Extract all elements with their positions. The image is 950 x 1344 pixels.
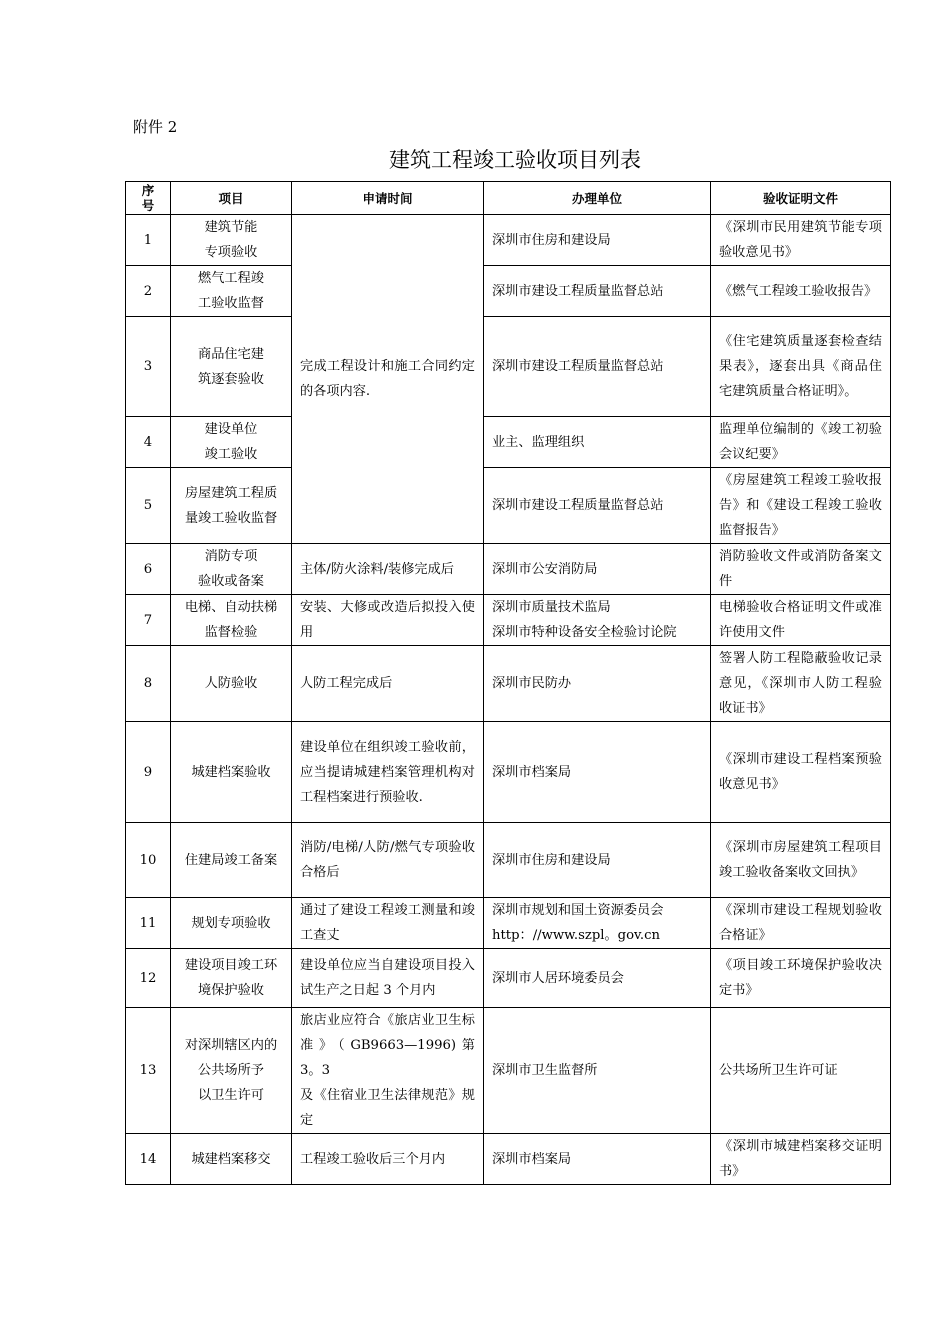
table-header-row: [126, 182, 891, 215]
item-cell: 人防验收: [171, 646, 292, 722]
attachment-label: 附件 2: [133, 118, 178, 136]
header-unit: 办理单位: [484, 182, 711, 215]
doc-cell: 《住宅建筑质量逐套检查结果表》，逐套出具《商品住宅建筑质量合格证明》。: [711, 317, 891, 417]
unit-cell: 深圳市档案局: [484, 1134, 711, 1185]
table-row: [126, 266, 891, 317]
unit-cell: 深圳市建设工程质量监督总站: [484, 468, 711, 544]
doc-cell: 消防验收文件或消防备案文件: [711, 544, 891, 595]
time-cell: 消防/电梯/人防/燃气专项验收合格后: [292, 823, 484, 898]
item-cell: 建设项目竣工环 境保护验收: [171, 949, 292, 1008]
doc-cell: 《房屋建筑工程竣工验收报告》和《建设工程竣工验收监督报告》: [711, 468, 891, 544]
row-number: 13: [126, 1008, 171, 1134]
item-cell: 城建档案验收: [171, 722, 292, 823]
doc-cell: 《深圳市建设工程规划验收合格证》: [711, 898, 891, 949]
header-time: 申请时间: [292, 182, 484, 215]
row-number: 7: [126, 595, 171, 646]
doc-cell: 《深圳市城建档案移交证明书》: [711, 1134, 891, 1185]
unit-cell: 深圳市人居环境委员会: [484, 949, 711, 1008]
unit-cell: 业主、监理组织: [484, 417, 711, 468]
header-item: 项目: [171, 182, 292, 215]
unit-cell: 深圳市民防办: [484, 646, 711, 722]
item-cell: 城建档案移交: [171, 1134, 292, 1185]
item-cell: 规划专项验收: [171, 898, 292, 949]
doc-cell: 签署人防工程隐蔽验收记录意见，《深圳市人防工程验收证书》: [711, 646, 891, 722]
item-cell: 商品住宅建 筑逐套验收: [171, 317, 292, 417]
doc-cell: 《深圳市建设工程档案预验收意见书》: [711, 722, 891, 823]
item-cell: 燃气工程竣 工验收监督: [171, 266, 292, 317]
table-row: [126, 898, 891, 949]
doc-cell: 《深圳市房屋建筑工程项目竣工验收备案收文回执》: [711, 823, 891, 898]
table-row: [126, 646, 891, 722]
table-row: [126, 1134, 891, 1185]
header-no: 序 号: [126, 182, 171, 215]
doc-cell: 《深圳市民用建筑节能专项验收意见书》: [711, 215, 891, 266]
unit-cell: 深圳市公安消防局: [484, 544, 711, 595]
table-row: [126, 317, 891, 417]
unit-cell: 深圳市建设工程质量监督总站: [484, 317, 711, 417]
doc-cell: 《燃气工程竣工验收报告》: [711, 266, 891, 317]
table-row: [126, 417, 891, 468]
unit-cell: 深圳市建设工程质量监督总站: [484, 266, 711, 317]
header-doc: 验收证明文件: [711, 182, 891, 215]
doc-cell: 电梯验收合格证明文件或准许使用文件: [711, 595, 891, 646]
unit-cell: 深圳市质量技术监局 深圳市特种设备安全检验讨论院: [484, 595, 711, 646]
time-cell: 人防工程完成后: [292, 646, 484, 722]
item-cell: 消防专项 验收或备案: [171, 544, 292, 595]
item-cell: 电梯、自动扶梯 监督检验: [171, 595, 292, 646]
row-number: 5: [126, 468, 171, 544]
row-number: 1: [126, 215, 171, 266]
page-title: 建筑工程竣工验收项目列表: [389, 148, 641, 172]
row-number: 2: [126, 266, 171, 317]
table-row: [126, 544, 891, 595]
doc-cell: 《项目竣工环境保护验收决定书》: [711, 949, 891, 1008]
table-row: [126, 823, 891, 898]
time-cell: 建设单位应当自建设项目投入试生产之日起 3 个月内: [292, 949, 484, 1008]
row-number: 14: [126, 1134, 171, 1185]
row-number: 4: [126, 417, 171, 468]
unit-cell: 深圳市住房和建设局: [484, 215, 711, 266]
time-cell: 工程竣工验收后三个月内: [292, 1134, 484, 1185]
row-number: 12: [126, 949, 171, 1008]
unit-cell: 深圳市规划和国土资源委员会 http：//www.szpl。gov.cn: [484, 898, 711, 949]
unit-cell: 深圳市卫生监督所: [484, 1008, 711, 1134]
row-number: 6: [126, 544, 171, 595]
table-row: [126, 949, 891, 1008]
time-cell: 安装、大修或改造后拟投入使用: [292, 595, 484, 646]
row-number: 9: [126, 722, 171, 823]
time-cell: 主体/防火涂料/装修完成后: [292, 544, 484, 595]
item-cell: 建筑节能 专项验收: [171, 215, 292, 266]
time-cell: 旅店业应符合《旅店业卫生标准》（GB9663—1996)第 3。3 及《住宿业卫生法律规范》规定: [292, 1008, 484, 1134]
doc-cell: 公共场所卫生许可证: [711, 1008, 891, 1134]
unit-cell: 深圳市住房和建设局: [484, 823, 711, 898]
row-number: 3: [126, 317, 171, 417]
item-cell: 建设单位 竣工验收: [171, 417, 292, 468]
time-cell: 建设单位在组织竣工验收前，应当提请城建档案管理机构对工程档案进行预验收.: [292, 722, 484, 823]
time-cell: 通过了建设工程竣工测量和竣工查丈: [292, 898, 484, 949]
table-row: [126, 722, 891, 823]
table-row: [126, 468, 891, 544]
row-number: 10: [126, 823, 171, 898]
item-cell: 住建局竣工备案: [171, 823, 292, 898]
table-row: [126, 215, 891, 266]
row-number: 11: [126, 898, 171, 949]
time-cell-merged: 完成工程设计和施工合同约定的各项内容.: [292, 215, 484, 544]
table-row: [126, 1008, 891, 1134]
table-row: [126, 595, 891, 646]
unit-cell: 深圳市档案局: [484, 722, 711, 823]
doc-cell: 监理单位编制的《竣工初验会议纪要》: [711, 417, 891, 468]
item-cell: 对深圳辖区内的 公共场所予 以卫生许可: [171, 1008, 292, 1134]
acceptance-table: [125, 181, 891, 1185]
item-cell: 房屋建筑工程质 量竣工验收监督: [171, 468, 292, 544]
row-number: 8: [126, 646, 171, 722]
